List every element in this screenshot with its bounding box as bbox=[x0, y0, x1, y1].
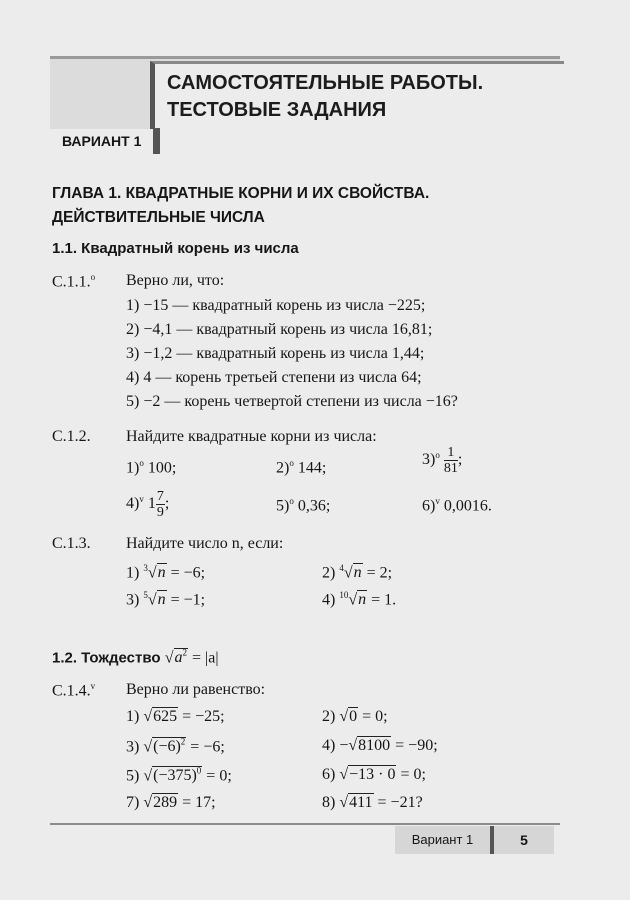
task-c114-item-5: 5) $√(-375)^0 = 0$; bbox=[126, 766, 232, 785]
radicand: 8100 bbox=[358, 737, 391, 754]
task-c112-item-1 bbox=[126, 458, 176, 477]
item-tail: ; bbox=[457, 451, 463, 469]
difficulty-mark: v bbox=[435, 496, 440, 506]
variant-label: ВАРИАНТ 1 bbox=[62, 133, 142, 149]
task-c112-item-5 bbox=[276, 496, 330, 515]
item-number: 5) bbox=[276, 497, 290, 515]
radicand bbox=[157, 563, 167, 581]
section-1-2-text: 1.2. Тождество bbox=[52, 649, 161, 667]
item-rhs: = 0; bbox=[362, 708, 388, 725]
task-c114-item-3: 3) $√(-6)^2 = -6$; bbox=[126, 737, 225, 756]
radicand: 0 bbox=[349, 708, 358, 725]
item-number: 3) bbox=[126, 738, 140, 756]
radicand bbox=[152, 766, 202, 784]
task-c112-item-4 bbox=[126, 489, 169, 520]
difficulty-mark: v bbox=[90, 681, 96, 691]
task-c113-prompt: Найдите число n, если: bbox=[126, 535, 284, 552]
task-c111-item-5: 5) −2 — корень четвертой степени из числа −16? bbox=[126, 393, 458, 410]
radicand bbox=[152, 737, 186, 755]
base: (−375) bbox=[153, 767, 197, 785]
variable: n bbox=[157, 564, 166, 582]
item-rhs: = −90; bbox=[395, 737, 438, 754]
radicand bbox=[174, 648, 189, 666]
task-c114-number: С.1.4. bbox=[52, 682, 91, 700]
item-value: 144; bbox=[297, 459, 327, 477]
radicand: 625 bbox=[153, 708, 178, 725]
section-1-1-title: 1.1. Квадратный корень из числа bbox=[52, 240, 299, 257]
task-c113-item-2: 2) $^4$√n = 2; bbox=[322, 563, 393, 582]
task-c112-item-2 bbox=[276, 458, 326, 477]
item-number: 8) bbox=[322, 794, 336, 811]
item-number: 5) bbox=[126, 767, 140, 785]
item-number: 2) bbox=[276, 459, 290, 477]
variable: a bbox=[174, 649, 183, 667]
root-index: 3 bbox=[143, 563, 148, 573]
item-value: 0,36; bbox=[297, 497, 331, 515]
denominator: 81 bbox=[443, 461, 458, 476]
title-banner bbox=[50, 56, 560, 129]
item-tail: ; bbox=[164, 495, 170, 513]
variable: n bbox=[358, 591, 367, 609]
page-number: 5 bbox=[494, 826, 554, 854]
item-number: 2) bbox=[322, 564, 336, 582]
item-rhs: = 2; bbox=[366, 564, 393, 582]
root-index: 10 bbox=[339, 590, 349, 600]
fraction bbox=[156, 489, 165, 520]
variable: n bbox=[157, 591, 166, 609]
task-c112-item-6 bbox=[422, 496, 492, 515]
item-number: 1) bbox=[126, 564, 140, 582]
numerator: 1 bbox=[444, 445, 458, 461]
denominator: 9 bbox=[156, 505, 164, 520]
radicand: 289 bbox=[153, 794, 178, 811]
footer-rule bbox=[50, 823, 560, 825]
radicand bbox=[353, 563, 363, 581]
difficulty-mark: о bbox=[90, 272, 96, 282]
task-c111-item-2: 2) −4,1 — квадратный корень из числа 16,81; bbox=[126, 321, 433, 338]
item-rhs: = 0; bbox=[206, 767, 232, 785]
item-number: 4) bbox=[322, 737, 336, 754]
prefix: − bbox=[339, 737, 349, 754]
variant-divider bbox=[153, 128, 160, 154]
item-rhs: = −6; bbox=[190, 738, 225, 756]
item-rhs: = 1. bbox=[371, 591, 397, 609]
item-number: 1) bbox=[126, 459, 140, 477]
radicand: 411 bbox=[349, 794, 373, 811]
title-panel bbox=[150, 61, 564, 129]
difficulty-mark: о bbox=[435, 449, 440, 460]
item-number: 3) bbox=[126, 591, 140, 609]
task-c111-prompt: Верно ли, что: bbox=[126, 272, 225, 289]
task-c114-item-7: 7) √289 = 17; bbox=[126, 794, 216, 811]
difficulty-mark: о bbox=[289, 458, 294, 468]
item-number: 3) bbox=[422, 451, 436, 469]
item-rhs: = 17; bbox=[182, 794, 216, 811]
task-c113-item-4: 4) $^{10}$√n = 1. bbox=[322, 590, 397, 609]
task-c113-item-3: 3) $^5$√n = −1; bbox=[126, 590, 206, 609]
item-rhs: = −6; bbox=[170, 564, 206, 582]
fraction bbox=[444, 445, 458, 476]
task-c114-item-1: 1) √625 = −25; bbox=[126, 708, 225, 725]
item-rhs: = −25; bbox=[182, 708, 225, 725]
task-c114-item-8: 8) √411 = −21? bbox=[322, 794, 423, 811]
task-c114-item-6: 6) √−13 · 0 = 0; bbox=[322, 766, 426, 783]
item-number: 4) bbox=[322, 591, 336, 609]
radicand bbox=[357, 590, 367, 608]
item-number: 7) bbox=[126, 794, 140, 811]
item-rhs: = −21? bbox=[377, 794, 423, 811]
task-c112-prompt: Найдите квадратные корни из числа: bbox=[126, 428, 377, 445]
item-number: 2) bbox=[322, 708, 336, 725]
root-index: 5 bbox=[143, 590, 148, 600]
task-c113-item-1: 1) $^3$√n = −6; bbox=[126, 563, 206, 582]
page-title-line1: САМОСТОЯТЕЛЬНЫЕ РАБОТЫ. bbox=[167, 72, 484, 94]
radicand: −13 · 0 bbox=[349, 766, 396, 783]
task-c111-item-3: 3) −1,2 — квадратный корень из числа 1,44; bbox=[126, 345, 425, 362]
exponent: 0 bbox=[196, 766, 202, 776]
task-c112-label: С.1.2. bbox=[52, 428, 91, 445]
numerator: 7 bbox=[156, 489, 164, 504]
variable: n bbox=[353, 564, 362, 582]
task-c111-label bbox=[52, 272, 95, 291]
page-title-line2: ТЕСТОВЫЕ ЗАДАНИЯ bbox=[167, 99, 387, 121]
task-c114-prompt: Верно ли равенство: bbox=[126, 681, 266, 698]
exponent: 2 bbox=[180, 737, 186, 747]
chapter-heading bbox=[52, 182, 429, 230]
section-1-2-title: 1.2. Тождество $√a^2 = |a|$ bbox=[52, 648, 219, 667]
item-number: 6) bbox=[422, 497, 436, 515]
item-value: 100; bbox=[147, 459, 177, 477]
whole-part: 1 bbox=[147, 495, 156, 513]
task-c114-label bbox=[52, 681, 95, 700]
item-value: 0,0016. bbox=[443, 497, 492, 515]
difficulty-mark: о bbox=[289, 496, 294, 506]
item-rhs: = −1; bbox=[170, 591, 206, 609]
task-c111-item-4: 4) 4 — корень третьей степени из числа 64; bbox=[126, 369, 422, 386]
difficulty-mark: о bbox=[139, 458, 144, 468]
task-c112-item-3 bbox=[422, 445, 462, 476]
identity-rhs: = |a| bbox=[192, 649, 219, 667]
footer-variant: Вариант 1 bbox=[395, 826, 490, 854]
base: (−6) bbox=[153, 738, 181, 756]
chapter-line2: ДЕЙСТВИТЕЛЬНЫЕ ЧИСЛА bbox=[52, 209, 265, 226]
difficulty-mark: v bbox=[139, 493, 144, 504]
item-number: 4) bbox=[126, 495, 140, 513]
item-number: 1) bbox=[126, 708, 140, 725]
task-c114-item-4: 4) −√8100 = −90; bbox=[322, 737, 438, 754]
item-rhs: = 0; bbox=[400, 766, 426, 783]
exponent: 2 bbox=[182, 648, 187, 658]
root-index: 4 bbox=[339, 563, 344, 573]
task-c111-item-1: 1) −15 — квадратный корень из числа −225; bbox=[126, 297, 426, 314]
item-number: 6) bbox=[322, 766, 336, 783]
task-c114-item-2: 2) √0 = 0; bbox=[322, 708, 388, 725]
chapter-line1: ГЛАВА 1. КВАДРАТНЫЕ КОРНИ И ИХ СВОЙСТВА. bbox=[52, 185, 430, 202]
radicand bbox=[157, 590, 167, 608]
task-c111-number: С.1.1. bbox=[52, 273, 91, 291]
task-c113-label: С.1.3. bbox=[52, 535, 91, 552]
